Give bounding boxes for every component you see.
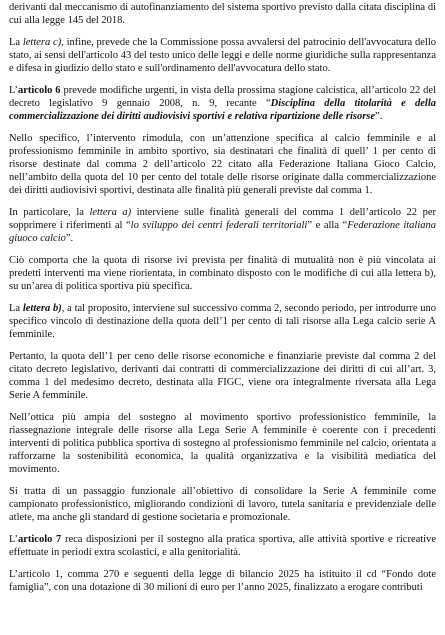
paragraph-1	[9, 1, 436, 27]
paragraph-8	[9, 350, 436, 402]
article-7-heading: articolo 7	[17, 534, 62, 545]
paragraph-6	[9, 254, 436, 293]
paragraph-7	[9, 302, 436, 341]
letter-b-reference: lettera b)	[22, 303, 62, 314]
document-page	[0, 1, 445, 635]
paragraph-5	[9, 206, 436, 245]
quoted-phrase: Federazione italiana giuoco calcio	[9, 220, 436, 244]
text-segment: ”.	[65, 233, 74, 244]
letter-a-reference: lettera a)	[89, 207, 132, 218]
text-segment: L’	[9, 85, 18, 96]
text-segment: ”.	[375, 111, 383, 122]
text-segment: interviene sulle finalità generali del comma 1 dell’articolo 22 per sopprimere i riferimenti al “	[9, 207, 436, 231]
text-segment: derivanti dal meccanismo di autofinanziamento del sistema sportivo previsto dalla citata disciplina di cui alla legge 145 del 2018.	[9, 2, 436, 26]
text-segment: , a tal proposito, interviene sul successivo comma 2, secondo periodo, per introdurre uno specifico vincolo di destinazione della quota dell’1 per cento di tali risorse alla Lega calcio serie A femminile.	[9, 303, 437, 340]
paragraph-4	[9, 132, 436, 197]
text-segment: Si tratta di un passaggio funzionale all’obiettivo di consolidare la Serie A femminile come campionato professionistico, migliorando condizioni di lavoro, tutela sanitaria e previdenziale delle atlete, ma anche gli standard di gestione societaria e promozionale.	[9, 486, 436, 523]
text-segment: Pertanto, la quota dell’1 per ceno delle risorse economiche e finanziarie previste dal comma 2 del citato decreto legislativo, derivanti dai contratti di commercializzazione dei diritti di cui all’art. 3, comma 1 del medesimo decreto, destinata alla FIGC, viene ora integralmente riversata alla Lega Serie A femminile.	[9, 351, 436, 401]
text-segment: L’articolo 1, comma 270 e seguenti della legge di bilancio 2025 ha istituito il cd “Fondo dote famiglia”, con una dotazione di 30 milioni di euro per l’anno 2025, finalizzato a erogare contributi	[9, 569, 436, 593]
decree-title: Disciplina della titolarità e della commercializzazione dei diritti audiovisivi sportivi e relativa ripartizione delle risorse	[9, 98, 437, 122]
quoted-phrase: lo sviluppo dei centri federali territoriali	[130, 220, 308, 231]
paragraph-9	[9, 411, 436, 476]
text-segment: Nello specifico, l’intervento rimodula, con un’attenzione specifica al calcio femminile e al professionismo femminile in ambito sportivo, sia destinatari che finalità di quell’ 1 per cento di risorse destinate dal comma 2 dell’articolo 22 citato alla Federazione Italiana Gioco Calcio, nell’ambito della quota del 10 per cento del totale delle risorse originate dalla commercializzazione dei diritti audiovisivi sportivi, destinata alle finalità più generali previste dal comma 1.	[9, 133, 436, 196]
letter-c-reference: lettera c)	[22, 37, 62, 48]
text-segment: reca disposizioni per il sostegno alla pratica sportiva, alle attività sportive e ricreative effettuate in periodi extra scolastici, e alla genitorialità.	[9, 534, 437, 558]
text-segment: L’	[9, 534, 18, 545]
paragraph-2	[9, 36, 436, 75]
article-6-heading: articolo 6	[17, 85, 61, 96]
text-segment: ” e alla “	[307, 220, 348, 231]
paragraph-3	[9, 84, 436, 123]
text-segment: , infine, prevede che la Commissione possa avvalersi del patrocinio dell'avvocatura dello stato, ai sensi dell'articolo 43 del testo unico delle leggi e delle norme giuridiche sulla rappresentanza e difesa in giudizio dello stato e sull'ordinamento dell'avvocatura dello stato.	[9, 37, 436, 74]
text-segment: In particolare, la	[9, 207, 90, 218]
text-segment: Ciò comporta che la quota di risorse ivi prevista per finalità di mutualità non è più vincolata ai predetti interventi ma viene riorientata, in combinato disposto con le modifiche di cui alla lettera b), su un’area di politica sportiva più specifica.	[9, 255, 436, 292]
paragraph-11	[9, 533, 436, 559]
text-segment: Nell’ottica più ampia del sostegno al movimento sportivo professionistico femminile, la riassegnazione integrale delle risorse alla Lega Serie A femminile è coerente con i precedenti interventi di politica pubblica sportiva di sostegno al professionismo femminile nel calcio, orientata a rafforzarne la sostenibilità economica, la qualità organizzativa e la visibilità mediatica del movimento.	[9, 412, 436, 475]
paragraph-12	[9, 568, 436, 594]
text-segment: prevede modifiche urgenti, in vista della prossima stagione calcistica, all’articolo 22 del decreto legislativo 9 gennaio 2008, n. 9, recante “	[9, 85, 436, 109]
text-segment: La	[9, 303, 23, 314]
paragraph-10	[9, 485, 436, 524]
text-segment: La	[9, 37, 23, 48]
